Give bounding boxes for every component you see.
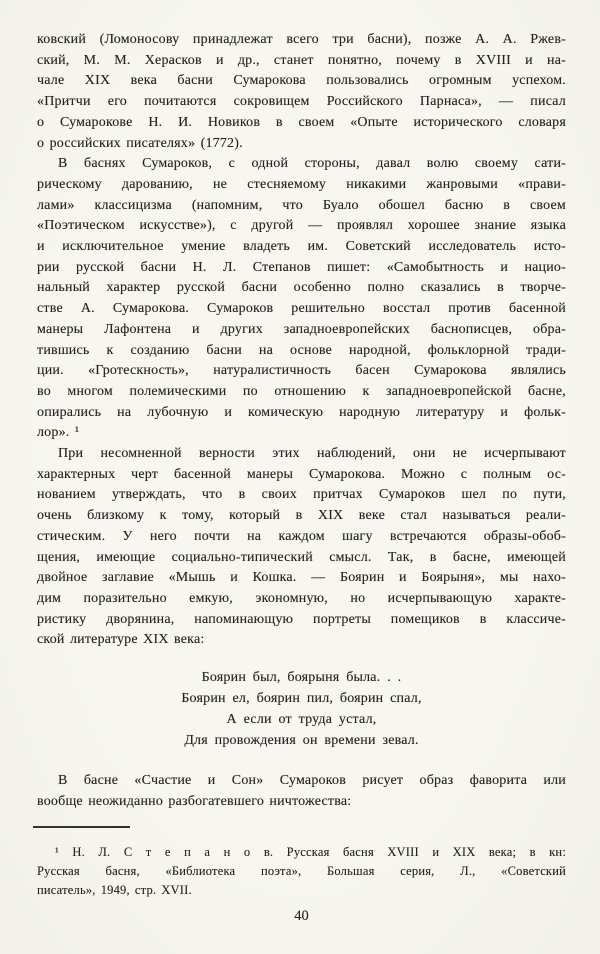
body-line: «Поэтическом искусстве»), с другой — проявлял хорошее знание языка: [37, 218, 566, 234]
body-line: рии русской басни Н. Л. Степанов пишет: «Самобытность и нацио-: [37, 259, 566, 275]
footnote: [37, 843, 566, 900]
body-line: дим поразительно емкую, экономную, но исчерпывающую характе-: [37, 590, 566, 606]
body-line: В басне «Счастие и Сон» Сумароков рисует образ фаворита или: [58, 773, 566, 789]
body-line: вообще неожиданно разбогатевшего ничтожества:: [37, 793, 352, 809]
paragraph-4: [37, 771, 566, 812]
verse-line: Боярин ел, боярин пил, боярин спал,: [181, 691, 422, 707]
verse-line: А если от труда устал,: [226, 712, 377, 728]
verse-quote: [37, 667, 566, 751]
footnote-line: писатель», 1949, стр. XVII.: [37, 882, 192, 897]
body-line: стве А. Сумарокова. Сумароков решительно восстал против басенной: [37, 301, 566, 317]
footnote-rule: [33, 826, 130, 828]
body-line: лами» классицизма (напомним, что Буало обошел басню в своем: [37, 197, 566, 213]
body-line: В баснях Сумароков, с одной стороны, давал волю своему сати-: [58, 156, 566, 172]
body-line: опирались на лубочную и комическую народную литературу и фольк-: [37, 404, 566, 420]
body-line: ской литературе XIX века:: [37, 632, 205, 648]
verse-line: Боярин был, боярыня была. . .: [201, 670, 402, 686]
body-line: ристику дворянина, напоминающую портреты помещиков в классиче-: [37, 611, 566, 627]
body-line: нованием утверждать, что в своих притчах Сумароков шел по пути,: [37, 487, 566, 503]
body-line: чале XIX века басни Сумарокова пользовались огромным успехом.: [37, 73, 566, 89]
body-line: нальный характер русской басни особенно полно сказались в творче-: [37, 280, 566, 296]
body-line: очень близкому к тому, который в XIX веке стал называться реали-: [37, 508, 566, 524]
body-line: рическому дарованию, не стесняемому никакими жанровыми «прави-: [37, 176, 566, 192]
body-line: При несомненной верности этих наблюдений, они не исчерпывают: [58, 446, 566, 462]
verse-line: Для провождения он времени зевал.: [184, 733, 419, 749]
text-column: [37, 30, 566, 926]
body-line: о Сумарокове Н. И. Новиков в своем «Опыте исторического словаря: [37, 114, 566, 130]
body-line: тившись к созданию басни на основе народной, фольклорной тради-: [37, 342, 566, 358]
paragraph-3: [37, 444, 566, 651]
body-line: манеры Лафонтена и других западноевропейских баснописцев, обра-: [37, 321, 566, 337]
body-line: ции. «Гротескность», натуралистичность басен Сумарокова являлись: [37, 363, 566, 379]
footnote-line: ¹ Н. Л. С т е п а н о в. Русская басня XVIII и XIX века; в кн:: [55, 844, 566, 859]
paragraph-1: [37, 30, 566, 154]
paragraph-2: [37, 154, 566, 444]
body-line: характерных черт басенной манеры Сумарокова. Можно с полным ос-: [37, 466, 566, 482]
body-line: во многом полемическими по отношению к западноевропейской басне,: [37, 383, 566, 399]
body-line: стическим. У него почти на каждом шагу встречаются образы-обоб-: [37, 528, 566, 544]
body-line: щения, имеющие социально-типический смысл. Так, в басне, имеющей: [37, 549, 566, 565]
body-line: двойное заглавие «Мышь и Кошка. — Боярин и Боярыня», мы нахо-: [37, 570, 566, 586]
body-line: лор». ¹: [37, 425, 80, 441]
body-line: и исключительное умение владеть им. Советский исследователь исто-: [37, 239, 566, 255]
body-line: ский, М. М. Херасков и др., станет понятно, почему в XVIII и на-: [37, 52, 566, 68]
footnote-line: Русская басня, «Библиотека поэта», Большая серия, Л., «Советский: [37, 863, 566, 878]
page-number: 40: [294, 907, 309, 924]
body-line: «Притчи его почитаются сокровищем Российского Парнаса», — писал: [37, 94, 566, 110]
body-line: о российских писателях» (1772).: [37, 135, 243, 151]
body-line: ковский (Ломоносову принадлежат всего три басни), позже А. А. Ржев-: [37, 32, 566, 47]
